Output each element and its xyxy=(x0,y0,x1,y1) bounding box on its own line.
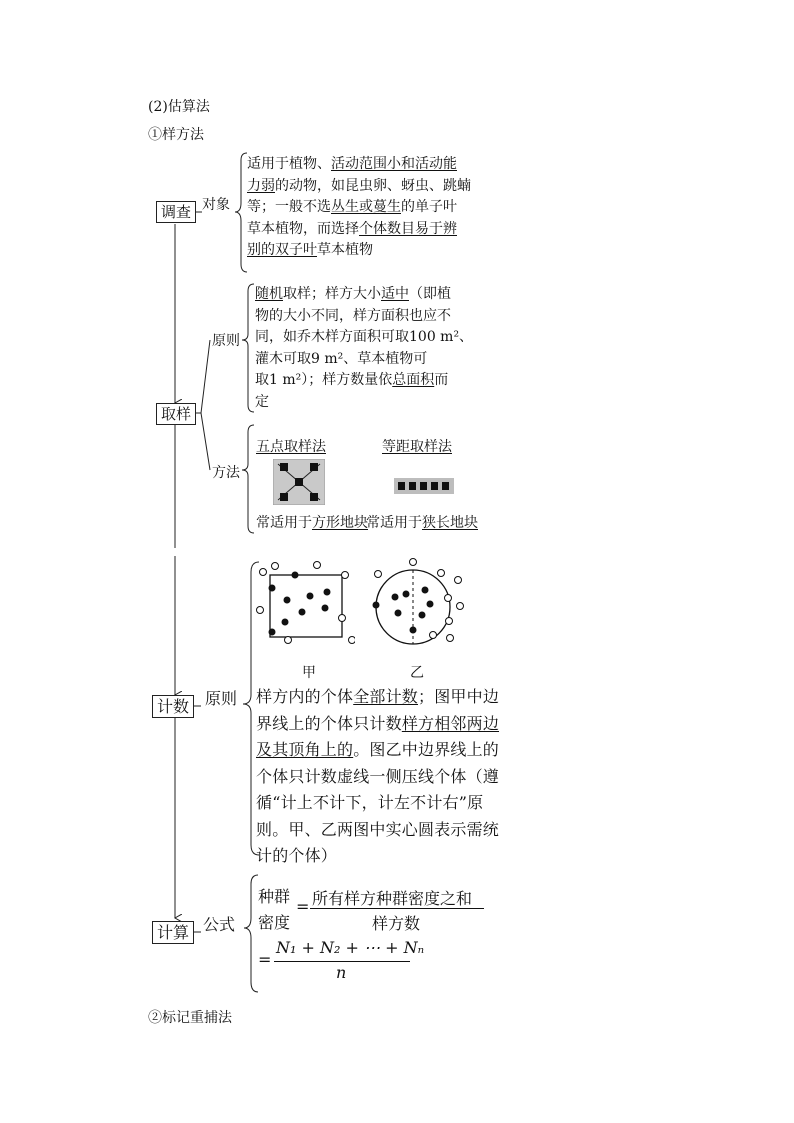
text-run: 灌木可取9 m²、草本植物可 xyxy=(255,350,428,367)
survey-line xyxy=(247,176,487,198)
text-run: 适用于植物、 xyxy=(247,156,331,172)
key-term: 适中 xyxy=(381,286,409,302)
sampling-principle-text xyxy=(255,284,485,413)
formula-n-denominator: n xyxy=(336,963,347,982)
figure-b-hollow-6 xyxy=(457,603,464,610)
figure-b-hollow-2 xyxy=(375,571,382,578)
text-run: 循“计上不计下，计左不计右”原 xyxy=(256,793,484,812)
figure-b-solid-4 xyxy=(395,610,402,617)
sampling-line xyxy=(255,306,485,328)
formula-numerator: 所有样方种群密度之和 xyxy=(312,889,473,908)
counting-principle-text xyxy=(256,684,526,870)
figure-b-hollow-9 xyxy=(447,635,454,642)
text-run: 的单子叶 xyxy=(401,199,457,215)
figure-a-solid-2 xyxy=(292,572,299,579)
brace-survey xyxy=(235,153,247,272)
sampling-line xyxy=(255,327,485,349)
survey-box: 调查 xyxy=(156,201,196,223)
brace-sampling-method xyxy=(242,425,254,533)
sampling-branch-down xyxy=(201,413,210,470)
key-term: 个体数目易于辨 xyxy=(359,220,457,237)
figure-b-hollow-3 xyxy=(438,570,445,577)
figure-a-hollow-6 xyxy=(339,615,346,622)
key-term: 及其顶角上的 xyxy=(256,740,354,759)
figure-b-diagram xyxy=(368,558,466,652)
figure-b-solid-6 xyxy=(422,587,429,594)
figure-a-hollow-4 xyxy=(342,572,349,579)
text-run: 取1 m²）；样方数量依 xyxy=(255,372,393,388)
text-run: 草本植物，而选择 xyxy=(247,220,359,237)
text-run: 个体只计数虚线一侧压线个体（遵 xyxy=(256,766,500,786)
counting-line xyxy=(256,684,526,711)
text-run: 定 xyxy=(255,393,269,410)
key-term: 力弱 xyxy=(247,177,275,194)
text-run: 物的大小不同，样方面积也应不 xyxy=(255,307,451,324)
text-run: 计的个体） xyxy=(256,846,338,865)
five-point-sample-5 xyxy=(310,493,318,501)
five-point-sample-2 xyxy=(310,463,318,471)
brace-calc xyxy=(244,875,258,992)
survey-object-label: 对象 xyxy=(202,197,230,213)
formula-equals-1: = xyxy=(296,897,310,916)
counting-line xyxy=(256,764,526,791)
survey-line xyxy=(247,219,487,241)
figure-a-solid-5 xyxy=(324,589,331,596)
sampling-line xyxy=(255,370,485,392)
text-run: 取样；样方大小 xyxy=(283,286,381,302)
figure-a-hollow-1 xyxy=(260,569,267,576)
key-term: 活动范围小和活动能 xyxy=(331,156,457,172)
text-run: ；图甲中边 xyxy=(418,687,500,706)
text-run: 等；一般不选 xyxy=(247,199,331,215)
sampling-line xyxy=(255,349,485,371)
survey-line xyxy=(247,154,487,176)
figure-b-solid-3 xyxy=(403,591,410,598)
survey-line xyxy=(247,240,487,262)
key-term: 样方相邻两边 xyxy=(401,713,500,733)
formula-equals-2: = xyxy=(258,950,272,969)
heading-estimation: (2)估算法 xyxy=(148,99,210,115)
calculation-box: 计算 xyxy=(152,921,194,944)
figure-a-diagram xyxy=(255,560,355,648)
text-run: 则。甲、乙两图中实心圆表示需统 xyxy=(256,819,500,839)
figure-b-hollow-5 xyxy=(445,595,452,602)
figure-a-solid-7 xyxy=(322,605,329,612)
formula-fraction-bar-2 xyxy=(274,961,410,962)
formula-lhs-bottom: 密度 xyxy=(258,913,291,932)
formula-lhs-top: 种群 xyxy=(258,887,291,906)
text-run: 草本植物 xyxy=(317,242,373,258)
text-run: 同，如乔木样方面积可取100 m²、 xyxy=(255,329,474,345)
key-term: 别的双子叶 xyxy=(247,242,317,258)
figure-b-solid-5 xyxy=(410,627,417,634)
heading-mark-recapture: ②标记重捕法 xyxy=(148,1010,232,1026)
figure-a-hollow-7 xyxy=(285,637,292,644)
five-point-sample-3 xyxy=(295,478,303,486)
five-point-usage xyxy=(256,512,368,532)
calculation-formula-label: 公式 xyxy=(203,915,236,934)
counting-line xyxy=(256,817,526,844)
figure-a-hollow-5 xyxy=(257,607,264,614)
equal-distance-sample-3 xyxy=(420,482,427,490)
figure-b-hollow-8 xyxy=(430,632,437,639)
heading-quadrat: ①样方法 xyxy=(148,127,204,143)
text-run: 界线上的个体只计数 xyxy=(256,713,402,733)
text-run: 样方内的个体 xyxy=(256,687,354,706)
five-point-diagram xyxy=(273,459,325,505)
figure-b-hollow-7 xyxy=(446,618,453,625)
figure-b-solid-1 xyxy=(373,602,380,609)
counting-principle-label: 原则 xyxy=(205,689,238,708)
figure-a-hollow-8 xyxy=(349,637,356,644)
five-point-sample-1 xyxy=(280,463,288,471)
sampling-principle-label: 原则 xyxy=(212,333,240,349)
figure-a-solid-4 xyxy=(307,593,314,600)
equal-distance-usage-target: 狭长地块 xyxy=(422,515,478,531)
equal-distance-sample-2 xyxy=(409,482,416,490)
figure-a-hollow-2 xyxy=(272,563,279,570)
equal-distance-sample-4 xyxy=(431,482,438,490)
counting-box: 计数 xyxy=(152,695,194,718)
sampling-line xyxy=(255,284,485,306)
figure-a-quadrat xyxy=(270,575,342,637)
figure-a-solid-8 xyxy=(282,619,289,626)
equal-distance-sample-1 xyxy=(398,482,405,490)
counting-line xyxy=(256,843,526,870)
equal-distance-diagram xyxy=(394,478,454,494)
equal-distance-usage-prefix: 常适用于 xyxy=(366,515,422,531)
equal-distance-usage xyxy=(366,512,478,532)
counting-line xyxy=(256,711,526,738)
figure-b-label: 乙 xyxy=(410,665,424,681)
figure-b-solid-2 xyxy=(392,594,399,601)
five-point-usage-prefix: 常适用于 xyxy=(256,515,312,531)
figure-a-solid-9 xyxy=(269,629,276,636)
figure-b-hollow-1 xyxy=(410,559,417,566)
figure-a-solid-3 xyxy=(284,597,291,604)
counting-line xyxy=(256,790,526,817)
figure-a-hollow-3 xyxy=(314,562,321,569)
text-run: 而 xyxy=(434,372,449,388)
five-point-title: 五点取样法 xyxy=(256,439,326,455)
text-run: （即植 xyxy=(409,286,451,302)
five-point-usage-target: 方形地块 xyxy=(312,515,368,531)
brace-sampling-principle xyxy=(242,284,254,412)
survey-line xyxy=(247,197,487,219)
text-run: 。图乙中边界线上的 xyxy=(353,740,500,759)
text-run: 的动物，如昆虫卵、蚜虫、跳蝻 xyxy=(275,177,471,194)
sampling-branch-up xyxy=(201,340,210,413)
figure-a-solid-1 xyxy=(269,585,276,592)
key-term: 随机 xyxy=(255,286,283,302)
key-term: 总面积 xyxy=(392,372,435,388)
sampling-method-label: 方法 xyxy=(212,465,240,481)
figure-a-label: 甲 xyxy=(302,665,316,681)
figure-b-solid-7 xyxy=(427,601,434,608)
figure-b-solid-8 xyxy=(419,612,426,619)
survey-description xyxy=(247,154,487,262)
key-term: 全部计数 xyxy=(353,687,419,706)
key-term: 丛生或蔓生 xyxy=(331,199,401,215)
figure-a-solid-6 xyxy=(299,609,306,616)
sampling-line xyxy=(255,392,485,414)
formula-denominator: 样方数 xyxy=(372,914,421,933)
sampling-box: 取样 xyxy=(156,403,196,425)
formula-sum-expression: N₁ + N₂ + ⋯ + Nₙ xyxy=(276,938,425,957)
five-point-sample-4 xyxy=(280,493,288,501)
equal-distance-title: 等距取样法 xyxy=(382,439,452,455)
counting-line xyxy=(256,737,526,764)
formula-fraction-bar-1 xyxy=(310,908,484,909)
equal-distance-sample-5 xyxy=(442,482,449,490)
figure-b-hollow-4 xyxy=(455,577,462,584)
